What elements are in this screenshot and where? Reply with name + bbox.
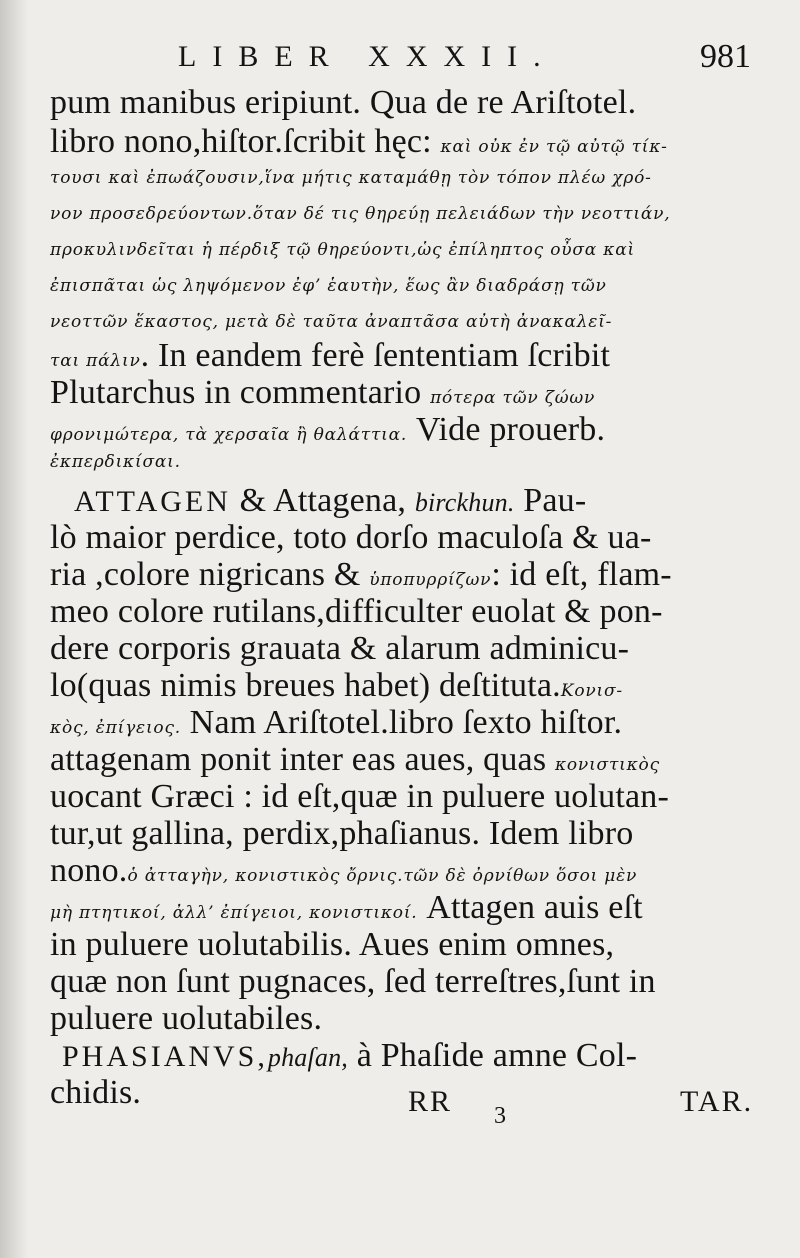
entry-heading-line: PHASIANVS,phaſan, à Phaſide amne Col- bbox=[62, 1037, 638, 1074]
text-line: libro nono,hiſtor.ſcribit hęc: καὶ οὐκ ἐν τῷ αὐτῷ τίκ- bbox=[50, 123, 668, 160]
text-line: ria ,colore nigricans & ὑποπυρρίζων: id eſt, flam- bbox=[50, 556, 672, 593]
text-line: uocant Græci : id eſt,quæ in puluere uolutan- bbox=[50, 778, 669, 815]
text-line: meo colore rutilans,difficulter euolat & pon- bbox=[50, 593, 663, 630]
text-line: tur,ut gallina, perdix,phaſianus. Idem libro bbox=[50, 815, 634, 852]
text-line: dere corporis grauata & alarum adminicu- bbox=[50, 630, 630, 667]
text-line: puluere uolutabiles. bbox=[50, 1000, 323, 1037]
greek-quote-line: νεοττῶν ἕκαστος, μετὰ δὲ ταῦτα ἀναπτᾶσα αὐτὴ ἀνακαλεῖ- bbox=[50, 312, 613, 332]
greek-quote-line: ἐκπερδικίσαι. bbox=[50, 452, 181, 472]
text-line: lò maior perdice, toto dorſo maculoſa & ua- bbox=[50, 519, 652, 556]
text-line: lo(quas nimis breues habet) deſtituta.Κονισ- bbox=[50, 667, 623, 704]
greek-quote-line: νον προσεδρεύοντων.ὅταν δέ τις θηρεύῃ πελειάδων τὴν νεοττιάν, bbox=[50, 204, 671, 224]
text-line: nono.ὁ ἀτταγὴν, κονιστικὸς ὄρνις.τῶν δὲ ὀρνίθων ὅσοι μὲν bbox=[50, 852, 638, 889]
text-line: attagenam ponit inter eas aues, quas κονιστικὸς bbox=[50, 741, 660, 778]
text-line: φρονιμώτερα, τὰ χερσαῖα ἢ θαλάττια. Vide prouerb. bbox=[50, 411, 606, 448]
running-head: LIBER XXXII. bbox=[178, 40, 557, 73]
text-line: Plutarchus in commentario πότερα τῶν ζώων bbox=[50, 374, 596, 411]
text-line: pum manibus eripiunt. Qua de re Ariſtotel. bbox=[50, 84, 637, 121]
text-line: μὴ πτητικοί, ἀλλ’ ἐπίγειοι, κονιστικοί. Attagen auis eſt bbox=[50, 889, 643, 926]
text-line: in puluere uolutabilis. Aues enim omnes, bbox=[50, 926, 615, 963]
text-line: ται πάλιν. In eandem ferè ſententiam ſcribit bbox=[50, 337, 611, 374]
greek-quote-line: ἐπισπᾶται ὡς ληψόμενον ἐφ’ ἑαυτὴν, ἕως ἂν διαδράσῃ τῶν bbox=[50, 276, 607, 296]
entry-headword: ATTAGEN bbox=[74, 485, 231, 518]
greek-quote-line: τουσι καὶ ἐπωάζουσιν,ἵνα μήτις καταμάθῃ τὸν τόπον πλέω χρό- bbox=[50, 168, 652, 188]
entry-headword: PHASIANVS, bbox=[62, 1040, 268, 1073]
catchword: TAR. bbox=[680, 1085, 754, 1118]
page-header bbox=[0, 38, 800, 82]
text-line: quæ non ſunt pugnaces, ſed terreſtres,ſunt in bbox=[50, 963, 656, 1000]
page-number: 981 bbox=[700, 38, 751, 75]
page-footer bbox=[0, 1085, 800, 1135]
text-line: chidis. bbox=[50, 1074, 142, 1111]
signature-mark: RR bbox=[408, 1085, 453, 1118]
entry-heading-line: ATTAGEN & Attagena, birckhun. Pau- bbox=[74, 482, 587, 519]
text-line: κὸς, ἐπίγειος. Nam Ariſtotel.libro ſexto hiſtor. bbox=[50, 704, 623, 741]
greek-quote-line: προκυλινδεῖται ἡ πέρδιξ τῷ θηρεύοντι,ὡς ἐπίληπτος οὖσα καὶ bbox=[50, 240, 635, 260]
signature-number: 3 bbox=[494, 1103, 506, 1129]
